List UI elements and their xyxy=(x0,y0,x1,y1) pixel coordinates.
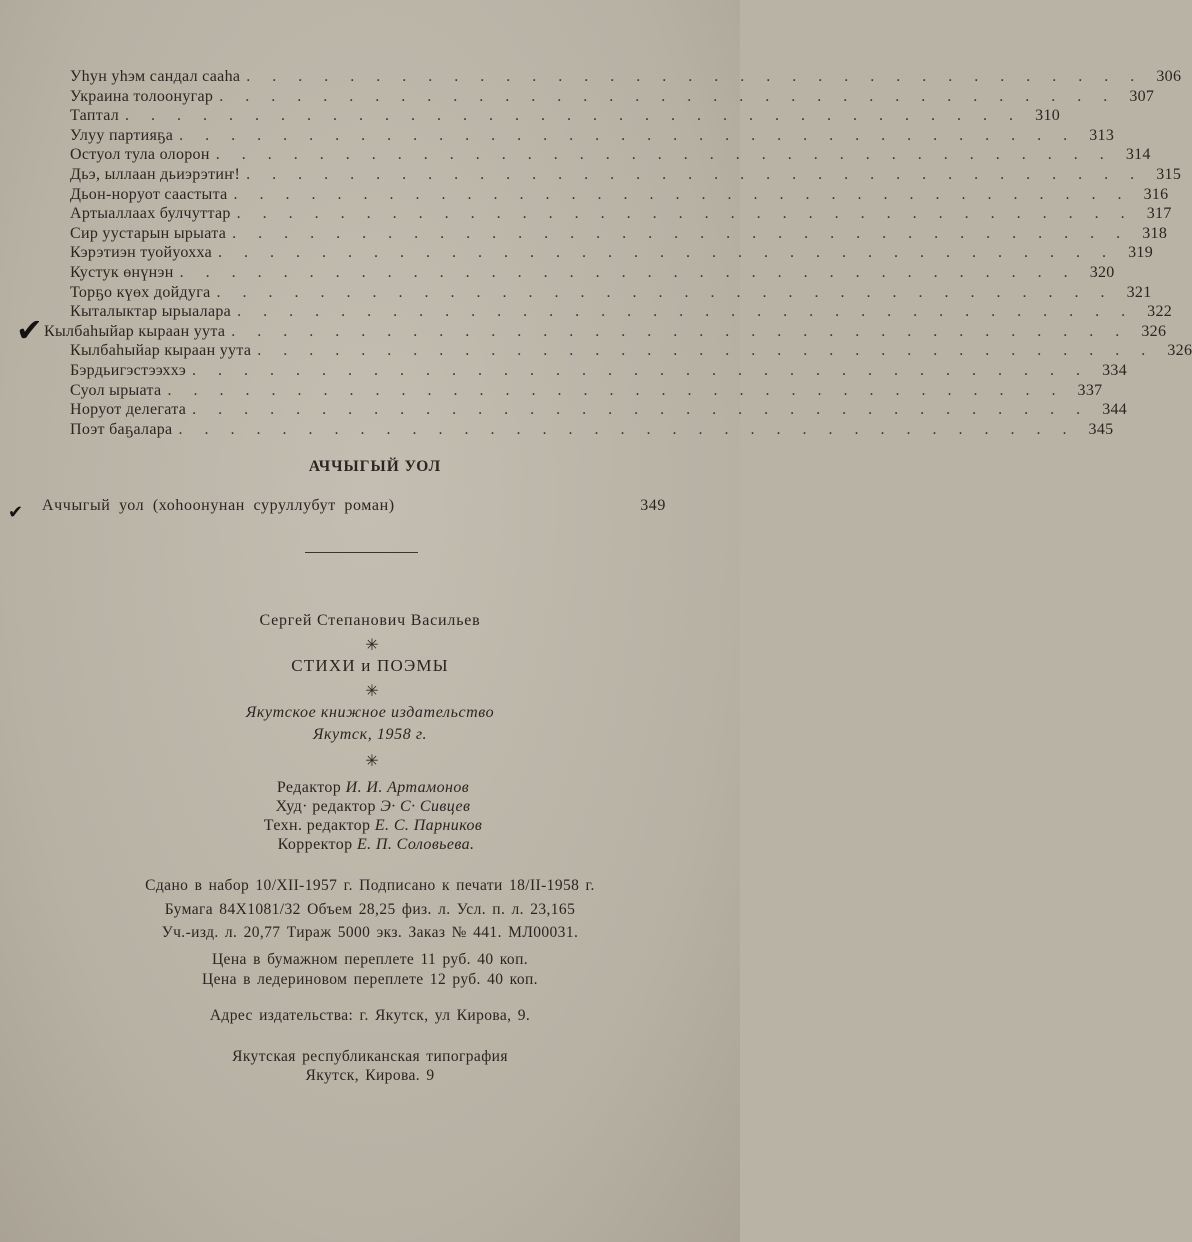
staff-role: Корректор xyxy=(277,836,353,853)
leader-dots: . . . . . . . . . . . . . . . . . . . . . . . . . . . . . . . . . . . xyxy=(179,263,1077,281)
asterism-icon: ✳ xyxy=(365,683,379,700)
leader-dots: . . . . . . . . . . . . . . . . . . . . . . . . . . . . . . . . . . . xyxy=(232,224,1130,242)
publisher-name: Якутское книжное издательство xyxy=(245,704,495,721)
toc-entry-title: Сир уустарын ырыата xyxy=(70,224,227,242)
toc-entry-title: Уһун уһэм сандал сааһа xyxy=(70,68,241,85)
toc-entry xyxy=(70,185,1169,206)
toc-entry-title: Суол ырыата xyxy=(70,381,162,399)
toc-entry xyxy=(70,224,1168,245)
toc-entry xyxy=(70,361,1128,382)
toc-entry xyxy=(70,283,1152,304)
leader-dots: . . . . . . . . . . . . . . . . . . . . . . . . . . . . . . . . . . . xyxy=(237,303,1135,321)
toc-entry-title: Украина толоонугар xyxy=(70,87,214,105)
toc-entry-page: 320 xyxy=(1089,263,1115,281)
leader-dots: . . . . . . . . . . . . . . . . . . . . . . . . . . . . . . . . . . . xyxy=(215,146,1113,164)
toc-entry-page: 306 xyxy=(1156,68,1182,85)
toc-entry-page: 307 xyxy=(1129,87,1155,105)
staff-line xyxy=(0,835,740,854)
toc-entry xyxy=(70,401,1128,421)
toc-entry xyxy=(70,68,1182,88)
handwritten-check-mark-icon: ✔ xyxy=(16,311,43,349)
handwritten-check-mark-icon: ✔ xyxy=(8,502,24,523)
toc-entry xyxy=(70,420,1114,441)
toc-entry xyxy=(70,87,1155,108)
staff-line xyxy=(0,778,740,797)
staff-line xyxy=(0,816,740,835)
leader-dots: . . . . . . . . . . . . . . . . . . . . . . . . . . . . . . . . . . . xyxy=(257,342,1155,360)
book-title: СТИХИ и ПОЭМЫ xyxy=(291,656,449,675)
toc-entry xyxy=(70,381,1103,402)
divider xyxy=(305,552,418,553)
toc-entry-title: Норуот делегата xyxy=(70,401,187,419)
staff-name: Е. П. Соловьева. xyxy=(356,836,475,853)
toc-entry-title: Улуу партияҕа xyxy=(70,126,174,144)
toc-entry-page: 345 xyxy=(1088,420,1114,438)
toc-entry xyxy=(70,342,1192,362)
toc-entry-title: Кустук өнүнэн xyxy=(70,263,174,281)
toc-entry-title: Торҕо күөх дойдуга xyxy=(70,283,211,301)
toc-entry-page: 344 xyxy=(1102,401,1128,419)
printer-name: Якутская республиканская типография xyxy=(232,1048,508,1065)
staff-name: Е. С. Парников xyxy=(374,817,483,834)
toc-entry xyxy=(70,244,1154,264)
toc-entry-title: Кылбаһыйар кыраан уута xyxy=(70,342,252,360)
toc-entry xyxy=(70,205,1172,225)
colophon xyxy=(0,612,740,1085)
printer-info xyxy=(0,1047,740,1085)
printer-address: Якутск, Кирова. 9 xyxy=(305,1067,435,1084)
staff-line xyxy=(0,797,740,816)
leader-dots: . . . . . . . . . . . . . . . . . . . . . . . . . . . . . . . . . . . xyxy=(192,361,1090,379)
print-detail-line: Сдано в набор 10/XII-1957 г. Подписано к печати 18/II-1958 г. xyxy=(145,877,595,894)
price-line: Цена в бумажном переплете 11 руб. 40 коп. xyxy=(211,950,529,968)
leader-dots: . . . . . . . . . . . . . . . . . . . . . . . . . . . . . . . . . . . xyxy=(236,205,1134,223)
toc-entry-page: 315 xyxy=(1156,165,1182,183)
print-details xyxy=(0,874,740,945)
toc-entry-page: 326 xyxy=(1167,342,1192,360)
leader-dots: . . . . . . . . . . . . . . . . . . . . . . . . . . . . . . . . . . . xyxy=(231,322,1129,340)
toc-entry-title: Дьон-норуот саастыта xyxy=(70,185,228,203)
leader-dots: . . . . . . . . . . . . . . . . . . . . . . . . . . . . . . . . . . . xyxy=(179,126,1077,144)
editorial-staff xyxy=(0,778,740,854)
toc-entry-title: Артыаллаах булчуттар xyxy=(70,205,231,223)
staff-name: И. И. Артамонов xyxy=(345,779,470,796)
toc-entry xyxy=(44,322,1167,343)
toc-entry-page: 321 xyxy=(1126,283,1152,301)
asterism-icon: ✳ xyxy=(365,637,379,654)
novel-page: 349 xyxy=(640,497,666,514)
toc-entry-title: Поэт баҕалара xyxy=(70,420,173,438)
author-name: Сергей Степанович Васильев xyxy=(259,612,481,629)
toc-entry-title: Кылбаһыйар кыраан уута xyxy=(44,322,226,340)
leader-dots: . . . . . . . . . . . . . . . . . . . . . . . . . . . . . . . . . . . xyxy=(216,283,1114,301)
toc-entry-page: 317 xyxy=(1146,205,1172,223)
leader-dots: . . . . . . . . . . . . . . . . . . . . . . . . . . . . . . . . . . . xyxy=(218,244,1116,262)
toc-entry-title: Таптал xyxy=(70,107,120,125)
toc-entry-page: 310 xyxy=(1035,107,1061,125)
toc-entry xyxy=(70,303,1173,323)
toc-entry xyxy=(70,146,1151,166)
leader-dots: . . . . . . . . . . . . . . . . . . . . . . . . . . . . . . . . . . . xyxy=(178,420,1076,438)
toc-entry-novel xyxy=(42,497,666,515)
leader-dots: . . . . . . . . . . . . . . . . . . . . . . . . . . . . . . . . . . . xyxy=(192,401,1090,419)
toc-entry-page: 334 xyxy=(1102,361,1128,379)
print-detail-line: Уч.-изд. л. 20,77 Тираж 5000 экз. Заказ № 441. МЛ00031. xyxy=(161,924,579,941)
toc-entry xyxy=(70,165,1182,186)
print-detail-line: Бумага 84Х1081/32 Объем 28,25 физ. л. Усл. п. л. 23,165 xyxy=(164,900,576,918)
publication-place-year: Якутск, 1958 г. xyxy=(312,726,428,743)
table-of-contents xyxy=(44,68,1192,440)
staff-name: Э· С· Сивцев xyxy=(380,798,471,815)
leader-dots: . . . . . . . . . . . . . . . . . . . . . . . . . . . . . . . . . . . xyxy=(167,381,1065,399)
novel-title: Аччыгый уол (хоһоонунан суруллубут роман) xyxy=(42,497,395,514)
asterism-icon: ✳ xyxy=(365,753,379,770)
staff-role: Худ· редактор xyxy=(275,798,376,815)
toc-entry-page: 337 xyxy=(1077,381,1103,399)
leader-dots: . . . . . . . . . . . . . . . . . . . . . . . . . . . . . . . . . . . xyxy=(219,87,1117,105)
publisher-address: Адрес издательства: г. Якутск, ул Кирова, 9. xyxy=(209,1006,531,1024)
section-heading: АЧЧЫГЫЙ УОЛ xyxy=(308,458,442,475)
staff-role: Редактор xyxy=(276,779,342,796)
toc-entry-title: Кэрэтиэн туойуохха xyxy=(70,244,213,262)
toc-entry xyxy=(70,263,1115,284)
toc-entry-page: 319 xyxy=(1128,244,1154,262)
toc-entry xyxy=(70,107,1061,127)
toc-entry-page: 316 xyxy=(1143,185,1169,203)
toc-entry-title: Остуол тула олорон xyxy=(70,146,210,164)
toc-entry-page: 318 xyxy=(1142,224,1168,242)
leader-dots: . . . . . . . . . . . . . . . . . . . . . . . . . . . . . . . . . . . xyxy=(246,68,1144,85)
staff-role: Техн. редактор xyxy=(263,817,371,834)
toc-entry-page: 314 xyxy=(1125,146,1151,164)
leader-dots: . . . . . . . . . . . . . . . . . . . . . . . . . . . . . . . . . . . xyxy=(125,107,1023,125)
leader-dots: . . . . . . . . . . . . . . . . . . . . . . . . . . . . . . . . . . . xyxy=(233,185,1131,203)
leader-dots: . . . . . . . . . . . . . . . . . . . . . . . . . . . . . . . . . . . xyxy=(246,165,1144,183)
toc-entry-title: Кыталыктар ырыалара xyxy=(70,303,232,321)
toc-entry-page: 322 xyxy=(1147,303,1173,321)
price-line: Цена в ледериновом переплете 12 руб. 40 коп. xyxy=(202,970,538,988)
toc-entry-page: 326 xyxy=(1141,322,1167,340)
toc-entry-title: Дьэ, ыллаан дьиэрэтиҥ! xyxy=(70,165,241,183)
toc-entry-page: 313 xyxy=(1089,126,1115,144)
toc-entry xyxy=(70,126,1115,147)
toc-entry-title: Бэрдьигэстээххэ xyxy=(70,361,187,379)
prices xyxy=(0,950,740,990)
